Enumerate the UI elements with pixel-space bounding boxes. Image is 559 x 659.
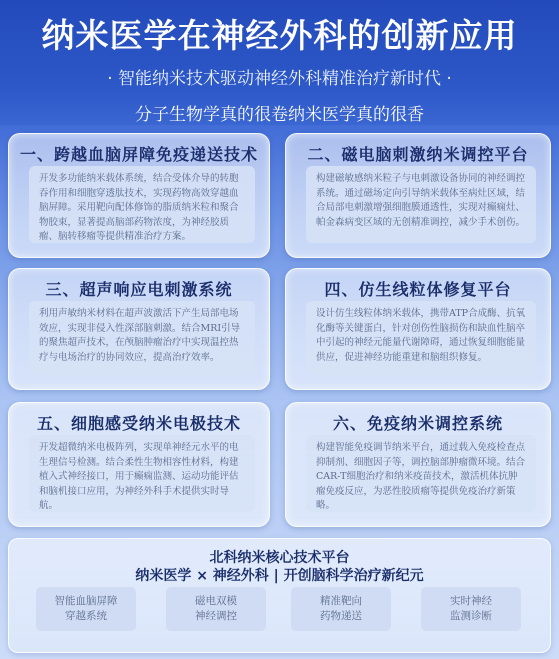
card-title: 二、磁电脑刺激纳米调控平台 xyxy=(307,145,529,164)
platform-title: 北科纳米核心技术平台 xyxy=(209,550,350,566)
feature-targeted-delivery xyxy=(291,587,391,631)
feature-line: 磁电双模 xyxy=(195,595,237,607)
card-body: 利用声敏纳米材料在超声波激活下产生局部电场效应，实现非侵入性深部脑刺激。结合MRI引导的聚焦超声技术，在颅脑肿瘤治疗中实现温控热疗与电场治疗的协同效应，提高治疗效率。 xyxy=(29,301,255,375)
feature-line: 实时神经 xyxy=(450,595,492,607)
platform-subtitle: 纳米医学 × 神经外科 | 开创脑科学治疗新纪元 xyxy=(135,568,424,584)
card-body: 开发多功能纳米载体系统，结合受体介导的转胞吞作用和细胞穿透肽技术，实现药物高效穿越血脑屏障。采用靶向配体修饰的脂质纳米粒和聚合物胶束，显著提高脑部药物浓度，为神经胶质瘤、脑转移瘤等提供精准治疗方案。 xyxy=(29,166,255,243)
page-slogan: 分子生物学真的很卷纳米医学真的很香 xyxy=(135,105,424,125)
feature-monitoring xyxy=(421,587,521,631)
card-body: 开发超微纳米电极阵列，实现单神经元水平的电生理信号检测。结合柔性生物相容性材料，构建植入式神经接口，用于癫痫监测、运动功能评估和脑机接口应用，为神经外科手术提供实时导航。 xyxy=(29,435,255,512)
card-magnetoelectric xyxy=(285,133,551,258)
page-title: 纳米医学在神经外科的创新应用 xyxy=(41,16,518,55)
feature-line: 监测诊断 xyxy=(450,610,492,622)
card-nano-electrode xyxy=(8,402,270,527)
feature-line: 穿越系统 xyxy=(65,610,107,622)
feature-line: 智能血脑屏障 xyxy=(54,595,118,607)
feature-line: 精准靶向 xyxy=(320,595,362,607)
page-subtitle: · 智能纳米技术驱动神经外科精准治疗新时代 · xyxy=(107,69,452,89)
card-title: 六、免疫纳米调控系统 xyxy=(332,414,503,433)
card-bbb-delivery xyxy=(8,133,270,258)
card-body: 设计仿生线粒体纳米载体，携带ATP合成酶、抗氧化酶等关键蛋白，针对创伤性脑损伤和缺血性脑卒中引起的神经元能量代谢障碍，通过恢复细胞能量供应，促进神经功能重建和脑组织修复。 xyxy=(306,301,536,375)
card-title: 一、跨越血脑屏障免疫递送技术 xyxy=(19,145,258,164)
card-mitochondria xyxy=(285,268,551,390)
card-body: 构建磁敏感纳米粒子与电刺激设备协同的神经调控系统。通过磁场定向引导纳米载体至病灶区域，结合局部电刺激增强细胞膜通透性，实现对癫痫灶、帕金森病变区域的无创精准调控，减少手术创伤。 xyxy=(306,166,536,243)
platform-panel xyxy=(8,538,551,653)
header-banner xyxy=(0,0,559,125)
card-body: 构建智能免疫调节纳米平台，通过载入免疫检查点抑制剂、细胞因子等，调控脑部肿瘤微环境。结合CAR-T细胞治疗和纳米疫苗技术，激活机体抗肿瘤免疫反应，为恶性胶质瘤等提供免疫治疗新策略。 xyxy=(306,435,536,512)
card-title: 三、超声响应电刺激系统 xyxy=(45,280,233,299)
feature-line: 药物递送 xyxy=(320,610,362,622)
feature-bbb xyxy=(36,587,136,631)
feature-magnetoelectric xyxy=(166,587,266,631)
feature-line: 神经调控 xyxy=(195,610,237,622)
card-title: 五、细胞感受纳米电极技术 xyxy=(36,414,241,433)
card-immune xyxy=(285,402,551,527)
card-ultrasound xyxy=(8,268,270,390)
card-title: 四、仿生线粒体修复平台 xyxy=(324,280,512,299)
